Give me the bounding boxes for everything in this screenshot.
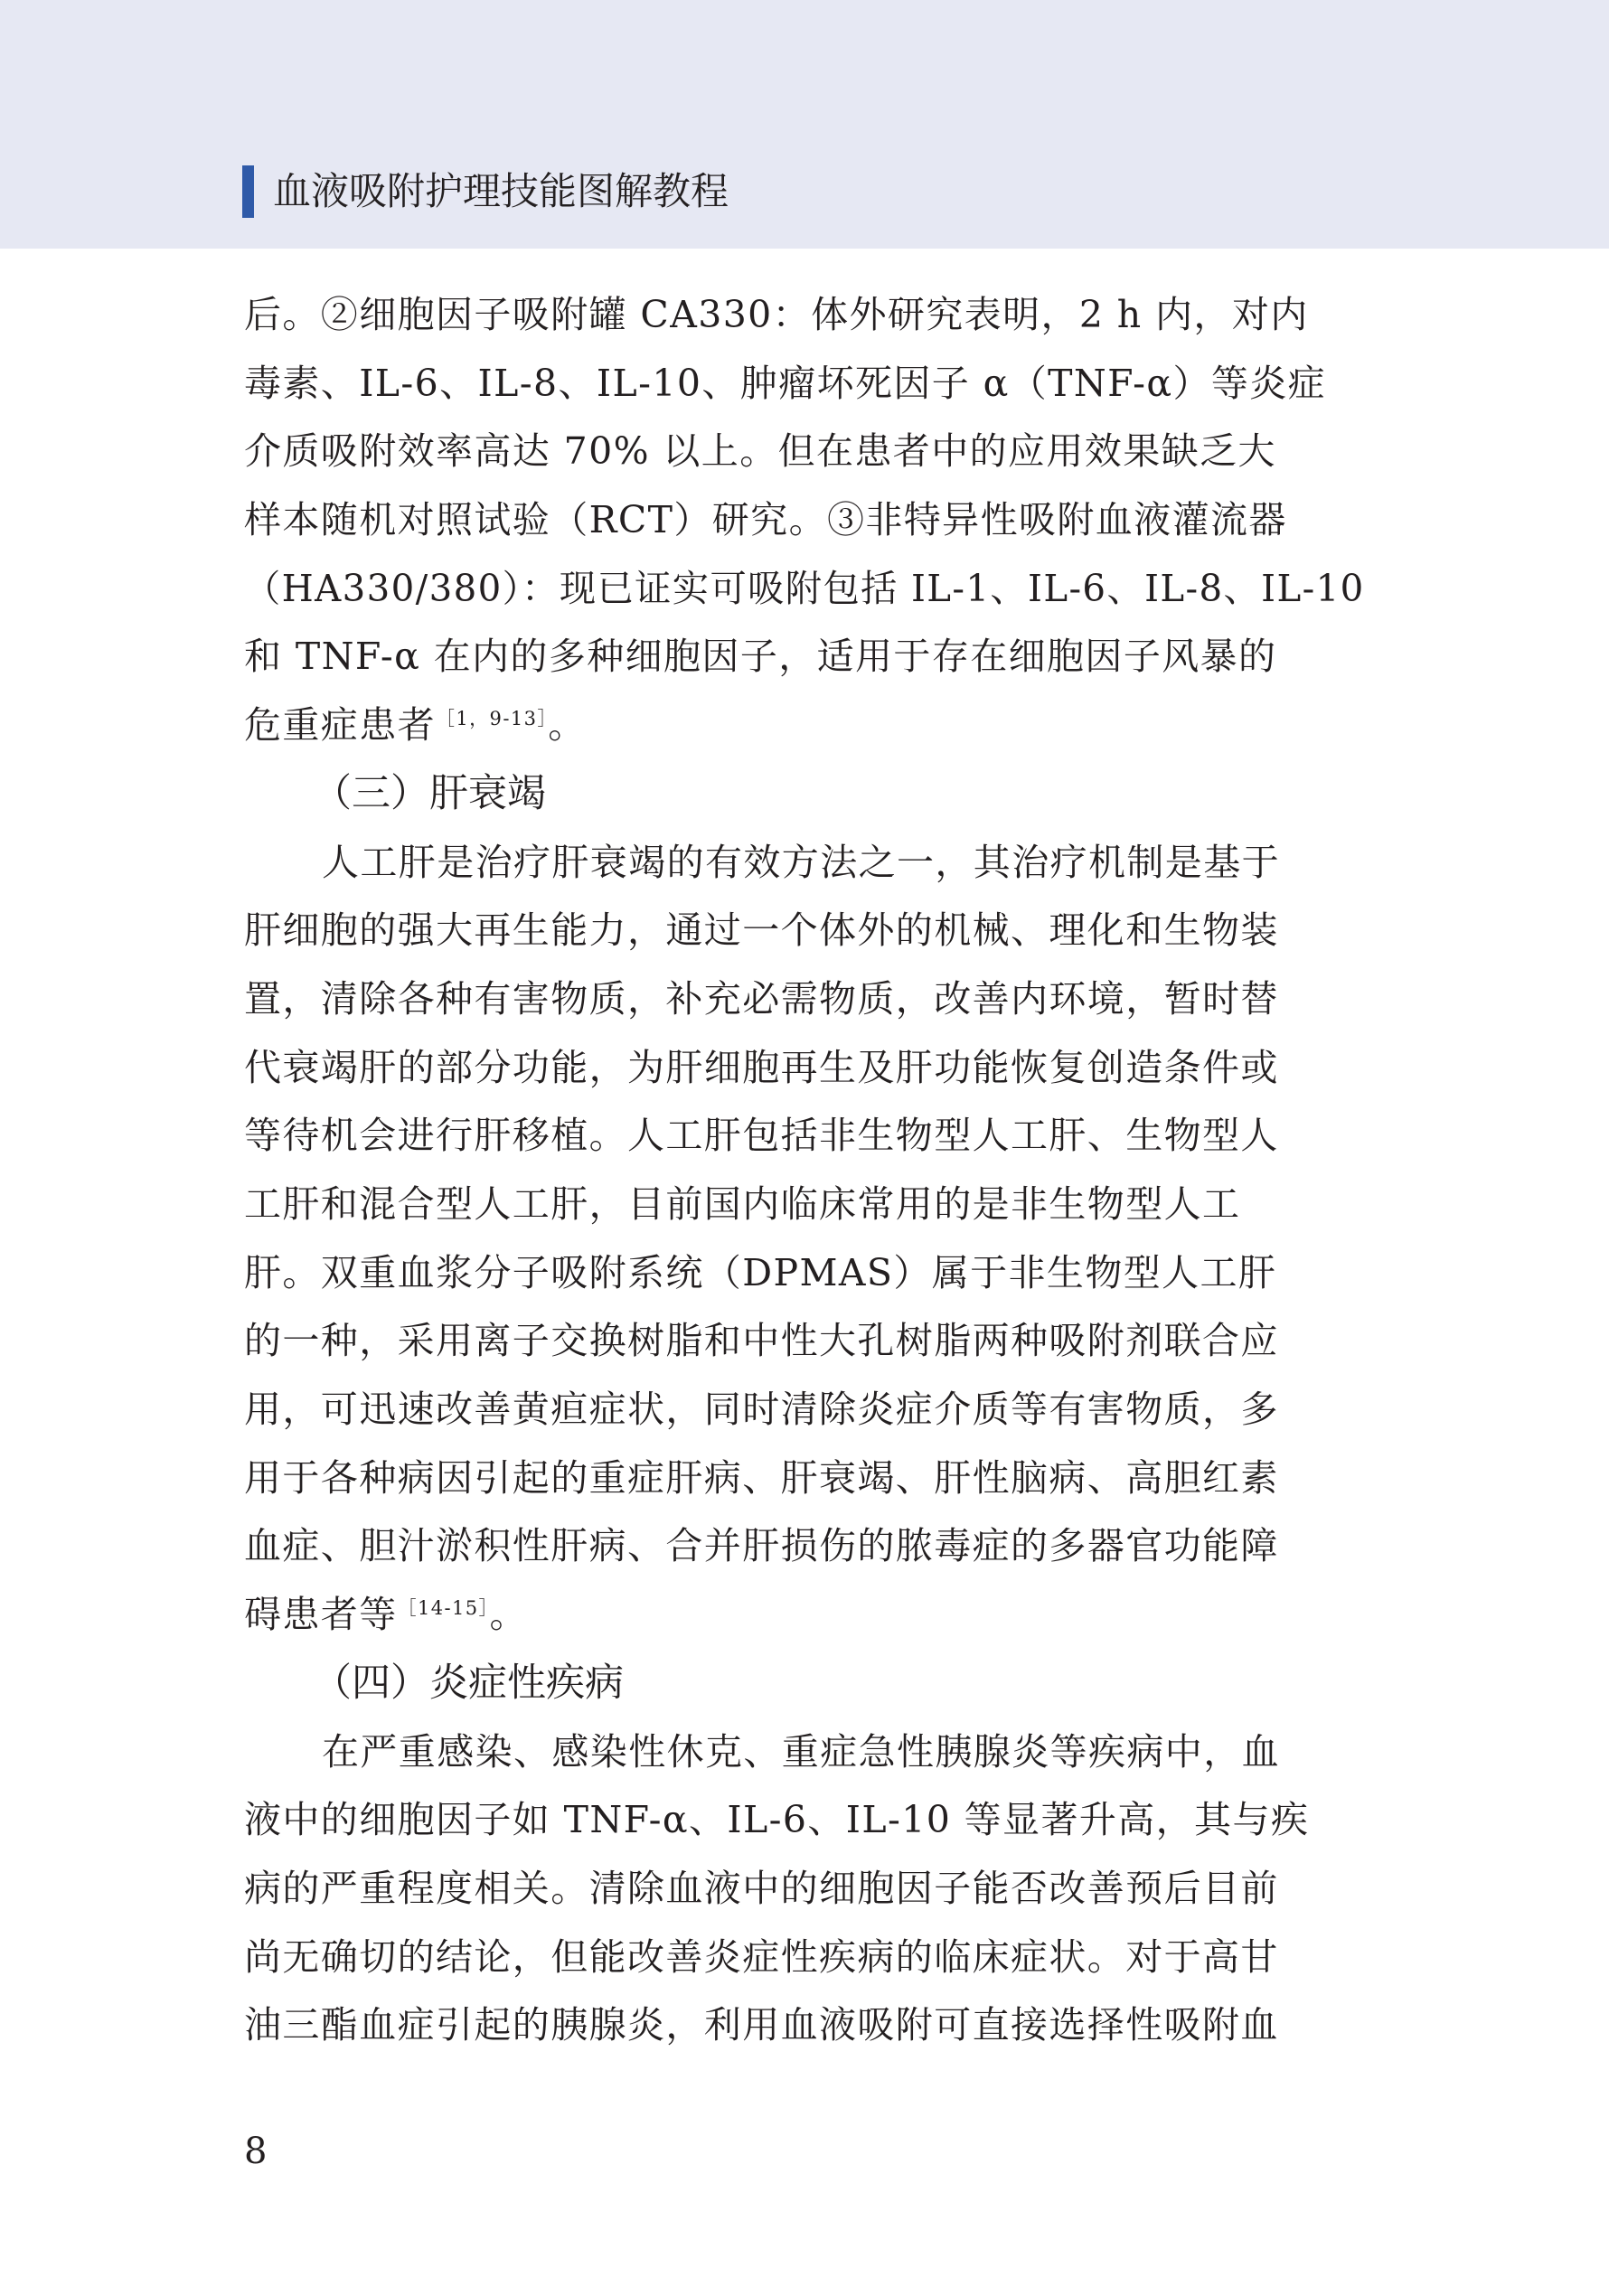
text-line: 后。②细胞因子吸附罐 CA330：体外研究表明，2 h 内，对内 [244, 293, 1309, 336]
text-line: 在严重感染、感染性休克、重症急性胰腺炎等疾病中，血 [322, 1730, 1280, 1774]
text-span: 碍患者等 [244, 1593, 398, 1636]
text-line: 的一种，采用离子交换树脂和中性大孔树脂两种吸附剂联合应 [244, 1319, 1279, 1362]
text-line: 病的严重程度相关。清除血液中的细胞因子能否改善预后目前 [244, 1867, 1279, 1910]
header-band [0, 0, 1609, 249]
text-line: 液中的细胞因子如 TNF-α、IL-6、IL-10 等显著升高，其与疾 [244, 1798, 1310, 1841]
text-span: 。 [489, 1593, 528, 1636]
text-span: 危重症患者 [244, 703, 436, 747]
text-line [244, 691, 1365, 759]
section-heading: （四）炎症性疾病 [313, 1661, 624, 1706]
citation-reference: ［14-15］ [397, 1597, 490, 1619]
text-line: 和 TNF-α 在内的多种细胞因子，适用于存在细胞因子风暴的 [244, 635, 1277, 678]
text-line: 样本随机对照试验（RCT）研究。③非特异性吸附血液灌流器 [244, 498, 1287, 541]
text-line: 介质吸附效率高达 70% 以上。但在患者中的应用效果缺乏大 [244, 429, 1276, 473]
citation-reference: ［1，9-13］ [436, 708, 549, 729]
book-title: 血液吸附护理技能图解教程 [273, 169, 729, 213]
text-line: 肝细胞的强大再生能力，通过一个体外的机械、理化和生物装 [244, 908, 1279, 952]
text-line: 尚无确切的结论，但能改善炎症性疾病的临床症状。对于高甘 [244, 1935, 1279, 1979]
text-line: 油三酯血症引起的胰腺炎，利用血液吸附可直接选择性吸附血 [244, 2003, 1279, 2047]
text-line: 置，清除各种有害物质，补充必需物质，改善内环境，暂时替 [244, 977, 1279, 1021]
text-line: 代衰竭肝的部分功能，为肝细胞再生及肝功能恢复创造条件或 [244, 1046, 1279, 1089]
text-line: 肝。双重血浆分子吸附系统（DPMAS）属于非生物型人工肝 [244, 1251, 1277, 1294]
page-number: 8 [244, 2131, 268, 2172]
text-line: （HA330/380）：现已证实可吸附包括 IL-1、IL-6、IL-8、IL-10 [244, 567, 1365, 610]
text-line: 毒素、IL-6、IL-8、IL-10、肿瘤坏死因子 α（TNF-α）等炎症 [244, 362, 1327, 405]
text-line: 血症、胆汁淤积性肝病、合并肝损伤的脓毒症的多器官功能障 [244, 1524, 1279, 1567]
text-line: 等待机会进行肝移植。人工肝包括非生物型人工肝、生物型人 [244, 1114, 1279, 1157]
text-line: 人工肝是治疗肝衰竭的有效方法之一，其治疗机制是基于 [322, 841, 1280, 884]
text-line: 工肝和混合型人工肝，目前国内临床常用的是非生物型人工 [244, 1182, 1241, 1226]
section-heading: （三）肝衰竭 [313, 771, 546, 816]
text-line: 用于各种病因引起的重症肝病、肝衰竭、肝性脑病、高胆红素 [244, 1456, 1279, 1500]
text-line [244, 1580, 1365, 1649]
header-accent-bar [242, 165, 254, 218]
text-line: 用，可迅速改善黄疸症状，同时清除炎症介质等有害物质，多 [244, 1388, 1279, 1431]
text-span: 。 [548, 703, 587, 747]
